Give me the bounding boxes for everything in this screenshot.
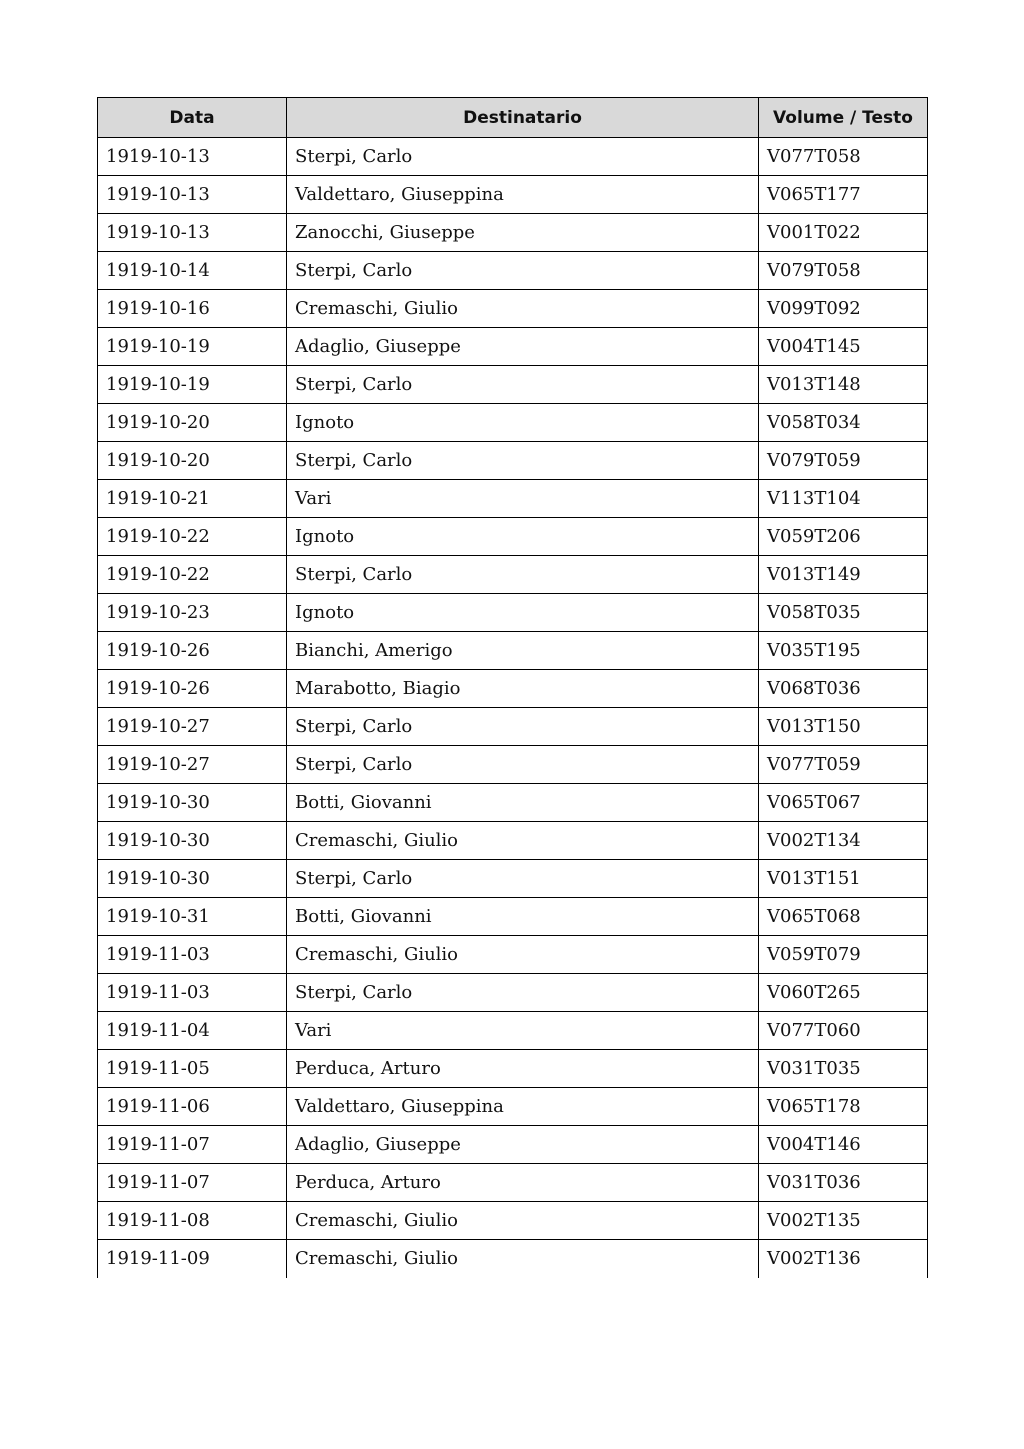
- table-row: [98, 822, 928, 860]
- cell-recipient: Ignoto: [287, 518, 759, 556]
- table-row: [98, 328, 928, 366]
- table-row: [98, 1164, 928, 1202]
- cell-date: 1919-10-14: [98, 252, 287, 290]
- table-row: [98, 556, 928, 594]
- cell-date: 1919-11-03: [98, 936, 287, 974]
- table-row: [98, 1088, 928, 1126]
- cell-recipient: Adaglio, Giuseppe: [287, 1126, 759, 1164]
- header-row: [98, 98, 928, 138]
- cell-volume-text: V001T022: [759, 214, 928, 252]
- cell-date: 1919-10-30: [98, 784, 287, 822]
- cell-recipient: Ignoto: [287, 404, 759, 442]
- cell-date: 1919-11-06: [98, 1088, 287, 1126]
- table-row: [98, 518, 928, 556]
- table-header: [98, 98, 928, 138]
- cell-volume-text: V002T136: [759, 1240, 928, 1278]
- cell-recipient: Sterpi, Carlo: [287, 442, 759, 480]
- cell-recipient: Sterpi, Carlo: [287, 974, 759, 1012]
- table-row: [98, 784, 928, 822]
- cell-volume-text: V077T059: [759, 746, 928, 784]
- cell-recipient: Sterpi, Carlo: [287, 138, 759, 176]
- cell-volume-text: V058T034: [759, 404, 928, 442]
- header-volume-text: Volume / Testo: [759, 98, 928, 138]
- cell-volume-text: V004T146: [759, 1126, 928, 1164]
- cell-volume-text: V079T059: [759, 442, 928, 480]
- table-body: [98, 138, 928, 1278]
- cell-recipient: Bianchi, Amerigo: [287, 632, 759, 670]
- cell-date: 1919-10-13: [98, 176, 287, 214]
- table-row: [98, 214, 928, 252]
- cell-volume-text: V013T151: [759, 860, 928, 898]
- cell-volume-text: V035T195: [759, 632, 928, 670]
- table-row: [98, 708, 928, 746]
- cell-volume-text: V065T178: [759, 1088, 928, 1126]
- cell-recipient: Zanocchi, Giuseppe: [287, 214, 759, 252]
- cell-recipient: Cremaschi, Giulio: [287, 822, 759, 860]
- cell-volume-text: V065T067: [759, 784, 928, 822]
- cell-volume-text: V002T135: [759, 1202, 928, 1240]
- cell-date: 1919-11-03: [98, 974, 287, 1012]
- cell-recipient: Cremaschi, Giulio: [287, 1240, 759, 1278]
- cell-recipient: Cremaschi, Giulio: [287, 290, 759, 328]
- letters-table: [97, 97, 928, 1278]
- table-row: [98, 290, 928, 328]
- cell-date: 1919-10-31: [98, 898, 287, 936]
- cell-volume-text: V099T092: [759, 290, 928, 328]
- cell-volume-text: V013T148: [759, 366, 928, 404]
- table-row: [98, 366, 928, 404]
- cell-recipient: Vari: [287, 480, 759, 518]
- table-row: [98, 670, 928, 708]
- cell-date: 1919-11-09: [98, 1240, 287, 1278]
- cell-date: 1919-10-16: [98, 290, 287, 328]
- cell-volume-text: V060T265: [759, 974, 928, 1012]
- cell-volume-text: V013T149: [759, 556, 928, 594]
- cell-volume-text: V113T104: [759, 480, 928, 518]
- cell-recipient: Sterpi, Carlo: [287, 860, 759, 898]
- cell-date: 1919-10-30: [98, 822, 287, 860]
- table-row: [98, 1202, 928, 1240]
- cell-recipient: Adaglio, Giuseppe: [287, 328, 759, 366]
- cell-date: 1919-10-22: [98, 556, 287, 594]
- cell-volume-text: V065T068: [759, 898, 928, 936]
- cell-volume-text: V068T036: [759, 670, 928, 708]
- table-row: [98, 176, 928, 214]
- cell-recipient: Valdettaro, Giuseppina: [287, 1088, 759, 1126]
- cell-date: 1919-10-27: [98, 708, 287, 746]
- cell-recipient: Ignoto: [287, 594, 759, 632]
- cell-volume-text: V013T150: [759, 708, 928, 746]
- table-row: [98, 1240, 928, 1278]
- cell-volume-text: V077T058: [759, 138, 928, 176]
- cell-volume-text: V065T177: [759, 176, 928, 214]
- cell-recipient: Vari: [287, 1012, 759, 1050]
- cell-date: 1919-10-22: [98, 518, 287, 556]
- table-row: [98, 632, 928, 670]
- cell-date: 1919-10-23: [98, 594, 287, 632]
- cell-recipient: Botti, Giovanni: [287, 898, 759, 936]
- table-row: [98, 860, 928, 898]
- table-row: [98, 746, 928, 784]
- cell-date: 1919-10-27: [98, 746, 287, 784]
- table-row: [98, 1012, 928, 1050]
- header-date: Data: [98, 98, 287, 138]
- cell-recipient: Sterpi, Carlo: [287, 708, 759, 746]
- table-row: [98, 1050, 928, 1088]
- cell-recipient: Sterpi, Carlo: [287, 252, 759, 290]
- cell-date: 1919-11-05: [98, 1050, 287, 1088]
- cell-volume-text: V059T206: [759, 518, 928, 556]
- cell-date: 1919-11-07: [98, 1126, 287, 1164]
- cell-recipient: Perduca, Arturo: [287, 1050, 759, 1088]
- cell-date: 1919-10-20: [98, 442, 287, 480]
- cell-recipient: Sterpi, Carlo: [287, 366, 759, 404]
- cell-date: 1919-10-21: [98, 480, 287, 518]
- cell-volume-text: V077T060: [759, 1012, 928, 1050]
- cell-volume-text: V031T036: [759, 1164, 928, 1202]
- cell-recipient: Perduca, Arturo: [287, 1164, 759, 1202]
- cell-volume-text: V079T058: [759, 252, 928, 290]
- table-row: [98, 898, 928, 936]
- table-row: [98, 404, 928, 442]
- cell-date: 1919-11-04: [98, 1012, 287, 1050]
- cell-volume-text: V031T035: [759, 1050, 928, 1088]
- cell-recipient: Marabotto, Biagio: [287, 670, 759, 708]
- cell-volume-text: V058T035: [759, 594, 928, 632]
- table-row: [98, 974, 928, 1012]
- cell-recipient: Cremaschi, Giulio: [287, 1202, 759, 1240]
- table-row: [98, 936, 928, 974]
- table-row: [98, 138, 928, 176]
- cell-recipient: Botti, Giovanni: [287, 784, 759, 822]
- cell-date: 1919-11-08: [98, 1202, 287, 1240]
- cell-date: 1919-10-26: [98, 632, 287, 670]
- cell-volume-text: V059T079: [759, 936, 928, 974]
- cell-recipient: Sterpi, Carlo: [287, 746, 759, 784]
- table-row: [98, 1126, 928, 1164]
- cell-date: 1919-10-30: [98, 860, 287, 898]
- cell-date: 1919-10-26: [98, 670, 287, 708]
- table-row: [98, 594, 928, 632]
- table-row: [98, 480, 928, 518]
- cell-date: 1919-10-13: [98, 138, 287, 176]
- cell-volume-text: V004T145: [759, 328, 928, 366]
- cell-date: 1919-10-19: [98, 366, 287, 404]
- header-recipient: Destinatario: [287, 98, 759, 138]
- cell-date: 1919-10-19: [98, 328, 287, 366]
- cell-date: 1919-11-07: [98, 1164, 287, 1202]
- cell-recipient: Cremaschi, Giulio: [287, 936, 759, 974]
- table-row: [98, 442, 928, 480]
- cell-date: 1919-10-13: [98, 214, 287, 252]
- table-row: [98, 252, 928, 290]
- cell-recipient: Sterpi, Carlo: [287, 556, 759, 594]
- cell-recipient: Valdettaro, Giuseppina: [287, 176, 759, 214]
- cell-date: 1919-10-20: [98, 404, 287, 442]
- cell-volume-text: V002T134: [759, 822, 928, 860]
